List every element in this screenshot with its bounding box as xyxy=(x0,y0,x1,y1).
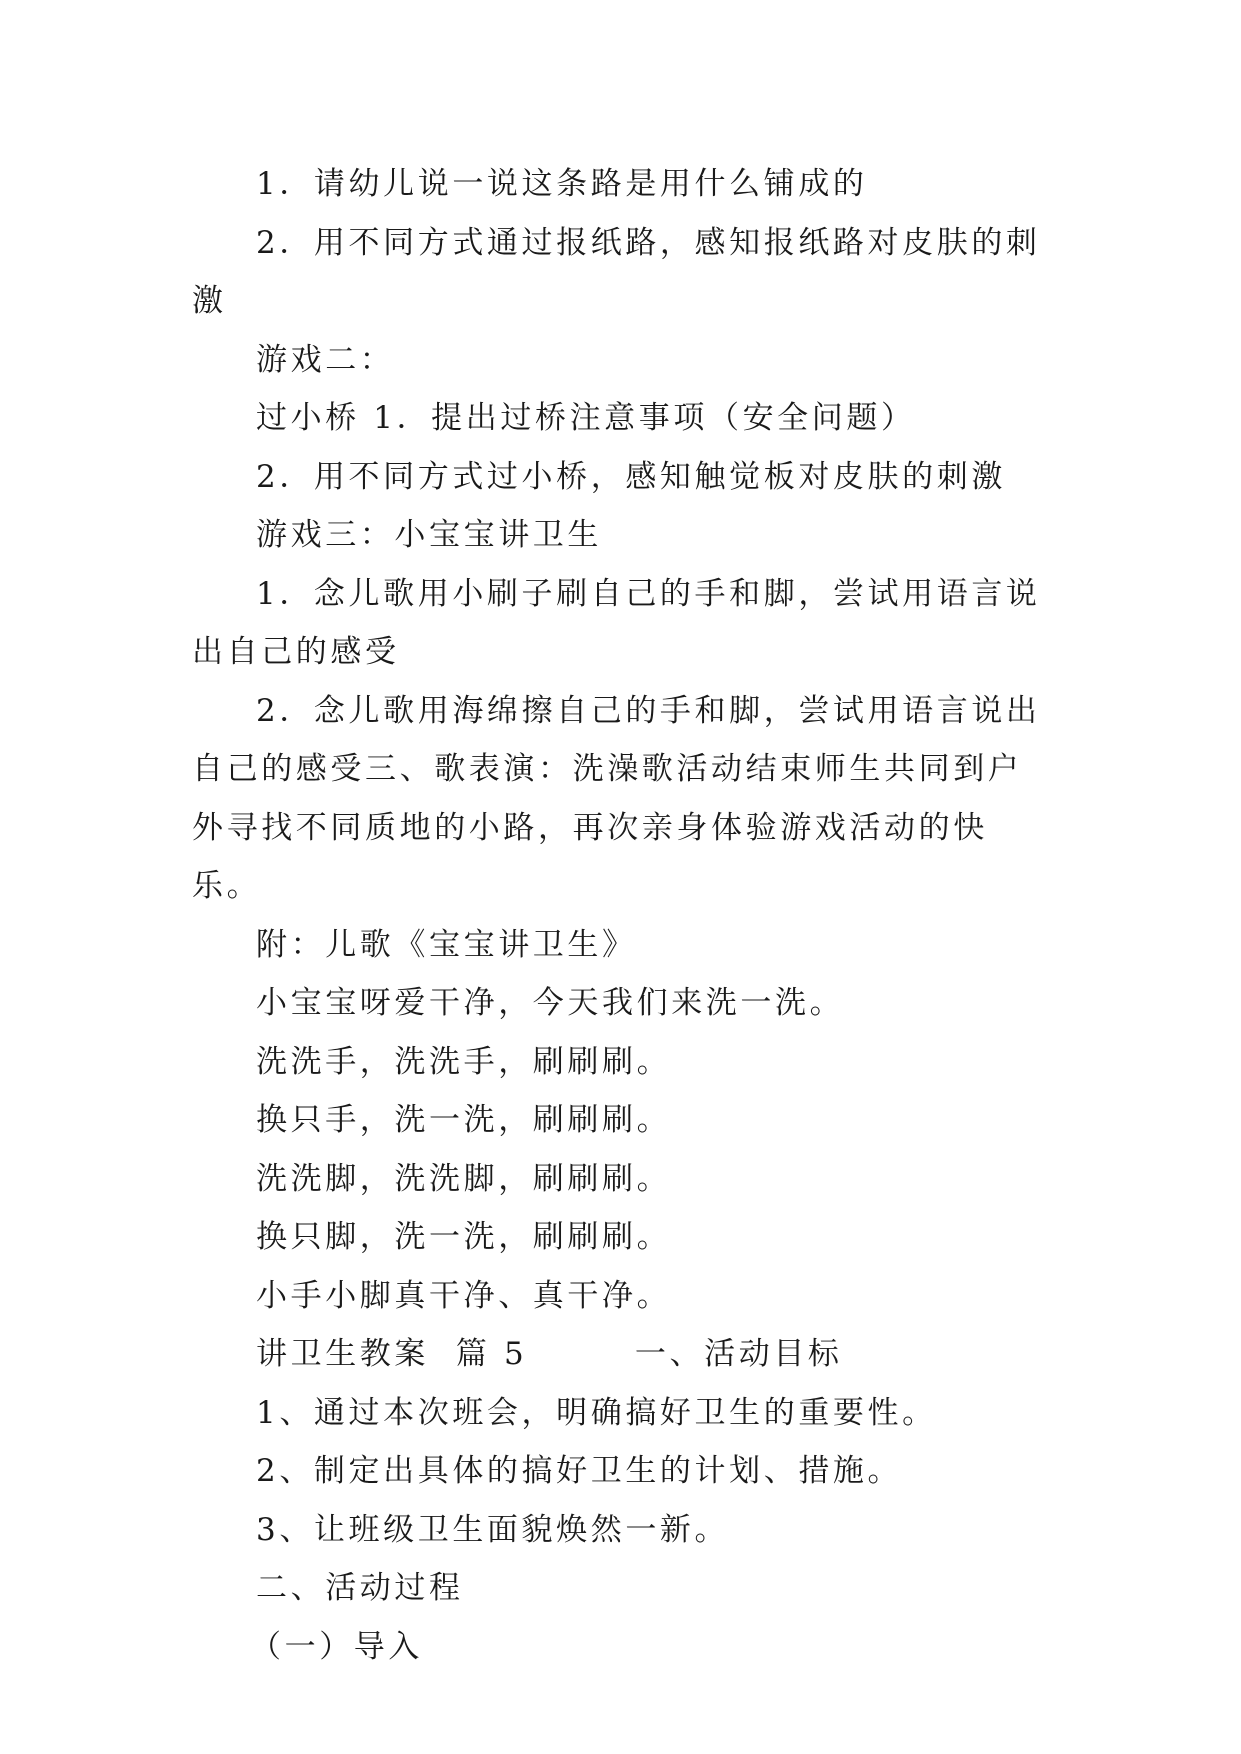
paragraph: 1．念儿歌用小刷子刷自己的手和脚，尝试用语言说出自己的感受 xyxy=(192,575,1041,670)
paragraph: 1、通过本次班会，明确搞好卫生的重要性。 xyxy=(256,1394,937,1431)
paragraph: 小手小脚真干净、真干净。 xyxy=(256,1277,672,1314)
paragraph: （一）导入 xyxy=(250,1628,423,1665)
paragraph: 1．请幼儿说一说这条路是用什么铺成的 xyxy=(256,166,868,202)
paragraph: 小宝宝呀爱干净，今天我们来洗一洗。 xyxy=(256,985,845,1021)
paragraph: 2、制定出具体的搞好卫生的计划、措施。 xyxy=(256,1453,903,1489)
paragraph: 换只手，洗一洗，刷刷刷。 xyxy=(256,1102,672,1138)
paragraph: 换只脚，洗一洗，刷刷刷。 xyxy=(256,1219,672,1255)
paragraph: 2．念儿歌用海绵擦自己的手和脚，尝试用语言说出自己的感受三、歌表演：洗澡歌活动结束师生共同到户外寻找不同质地的小路，再次亲身体验游戏活动的快乐。 xyxy=(192,692,1041,904)
paragraph: 游戏二： xyxy=(256,341,395,378)
paragraph: 附：儿歌《宝宝讲卫生》 xyxy=(256,926,637,963)
paragraph: 游戏三：小宝宝讲卫生 xyxy=(256,517,602,553)
section-heading: 讲卫生教案 篇 5 一、活动目标 xyxy=(256,1336,843,1372)
document-body xyxy=(192,155,1052,1676)
paragraph: 2．用不同方式通过报纸路，感知报纸路对皮肤的刺激 xyxy=(192,224,1041,319)
paragraph: 过小桥 1．提出过桥注意事项（安全问题） xyxy=(256,400,916,436)
paragraph: 洗洗手，洗洗手，刷刷刷。 xyxy=(256,1043,672,1080)
paragraph: 洗洗脚，洗洗脚，刷刷刷。 xyxy=(256,1160,672,1197)
paragraph: 3、让班级卫生面貌焕然一新。 xyxy=(256,1511,730,1548)
paragraph: 二、活动过程 xyxy=(256,1570,464,1606)
paragraph: 2．用不同方式过小桥，感知触觉板对皮肤的刺激 xyxy=(256,458,1006,495)
